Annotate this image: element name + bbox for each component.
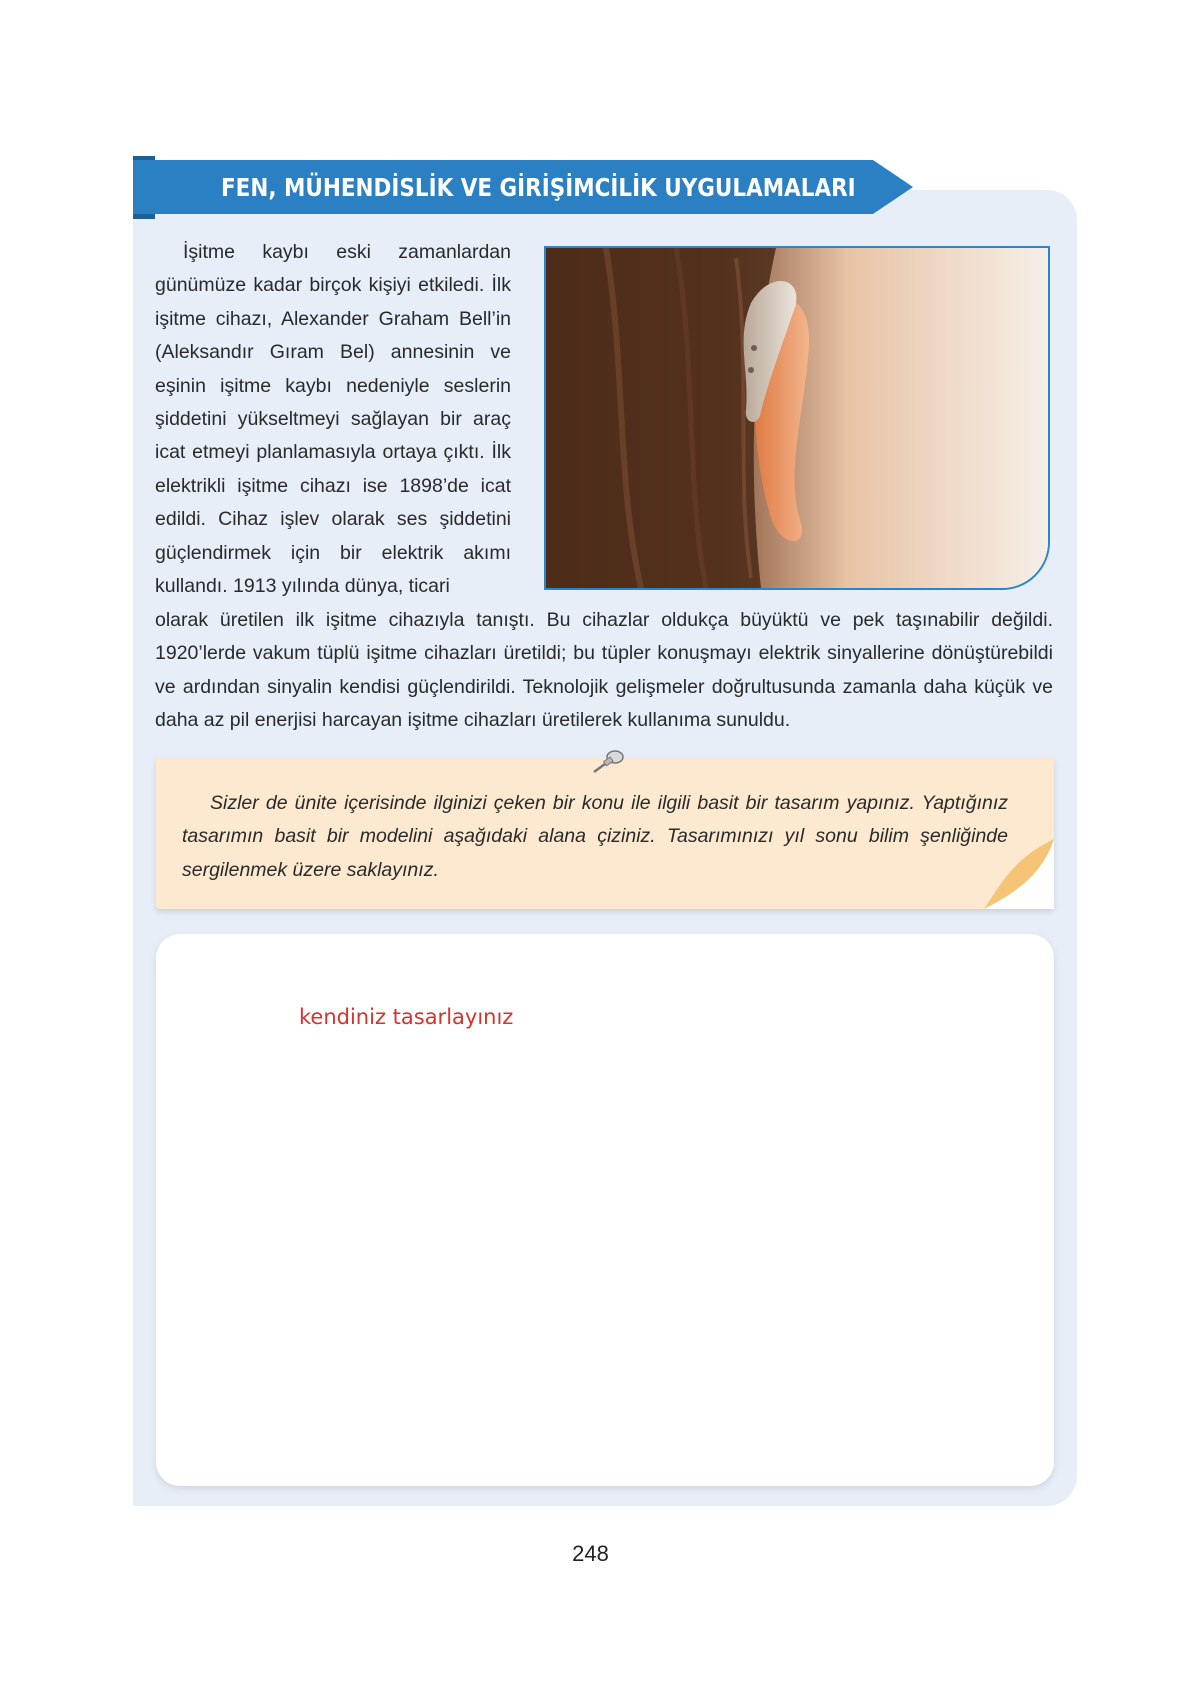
pushpin-icon xyxy=(590,748,626,776)
drawing-hint: kendiniz tasarlayınız xyxy=(299,1005,514,1029)
page-curl-icon xyxy=(984,839,1054,909)
article-text-narrow xyxy=(155,236,511,603)
article-text-wide xyxy=(155,604,1053,738)
drawing-area[interactable] xyxy=(156,934,1054,1486)
activity-note xyxy=(156,757,1054,909)
hearing-aid-photo xyxy=(544,246,1050,590)
section-banner xyxy=(133,156,913,219)
activity-note-text: Sizler de ünite içerisinde ilginizi çeken bir konu ile ilgili basit bir tasarım yapınız. Yaptığınız tasarımın basit bir modelini aşağıdaki alana çiziniz. Tasarımınızı yıl sonu bilim şenliğinde sergilenmek üzere saklayınız. xyxy=(182,792,1008,881)
page-number: 248 xyxy=(572,1541,609,1566)
article-paragraph: İşitme kaybı eski zamanlardan günümüze kadar birçok kişiyi etkiledi. İlk işitme cihazı, Alexander Graham Bell’in (Aleksandır Gıram Bel) annesinin ve eşinin işitme kaybı nedeniyle seslerin şiddetini yükseltmeyi sağlayan bir araç icat etmeyi planlamasıyla ortaya çıktı. İlk elektrikli işitme cihazı ise 1898’de icat edildi. Cihaz işlev olarak ses şiddetini güçlendirmek için bir elektrik akımı kullandı. 1913 yılında dünya, ticari xyxy=(155,241,511,598)
article-paragraph-continued: olarak üretilen ilk işitme cihazıyla tanıştı. Bu cihazlar oldukça büyüktü ve pek taşınabilir değildi. 1920’lerde vakum tüplü işitme cihazları üretildi; bu tüpler konuşmayı elektrik sinyallerine dönüştürebildi ve ardından sinyalin kendisi güçlendirildi. Teknolojik gelişmeler doğrultusunda zamanla daha küçük ve daha az pil enerjisi harcayan işitme cihazları üretilerek kullanıma sunuldu. xyxy=(155,609,1053,732)
section-title: FEN, MÜHENDİSLİK VE GİRİŞİMCİLİK UYGULAMALARI xyxy=(221,173,856,202)
